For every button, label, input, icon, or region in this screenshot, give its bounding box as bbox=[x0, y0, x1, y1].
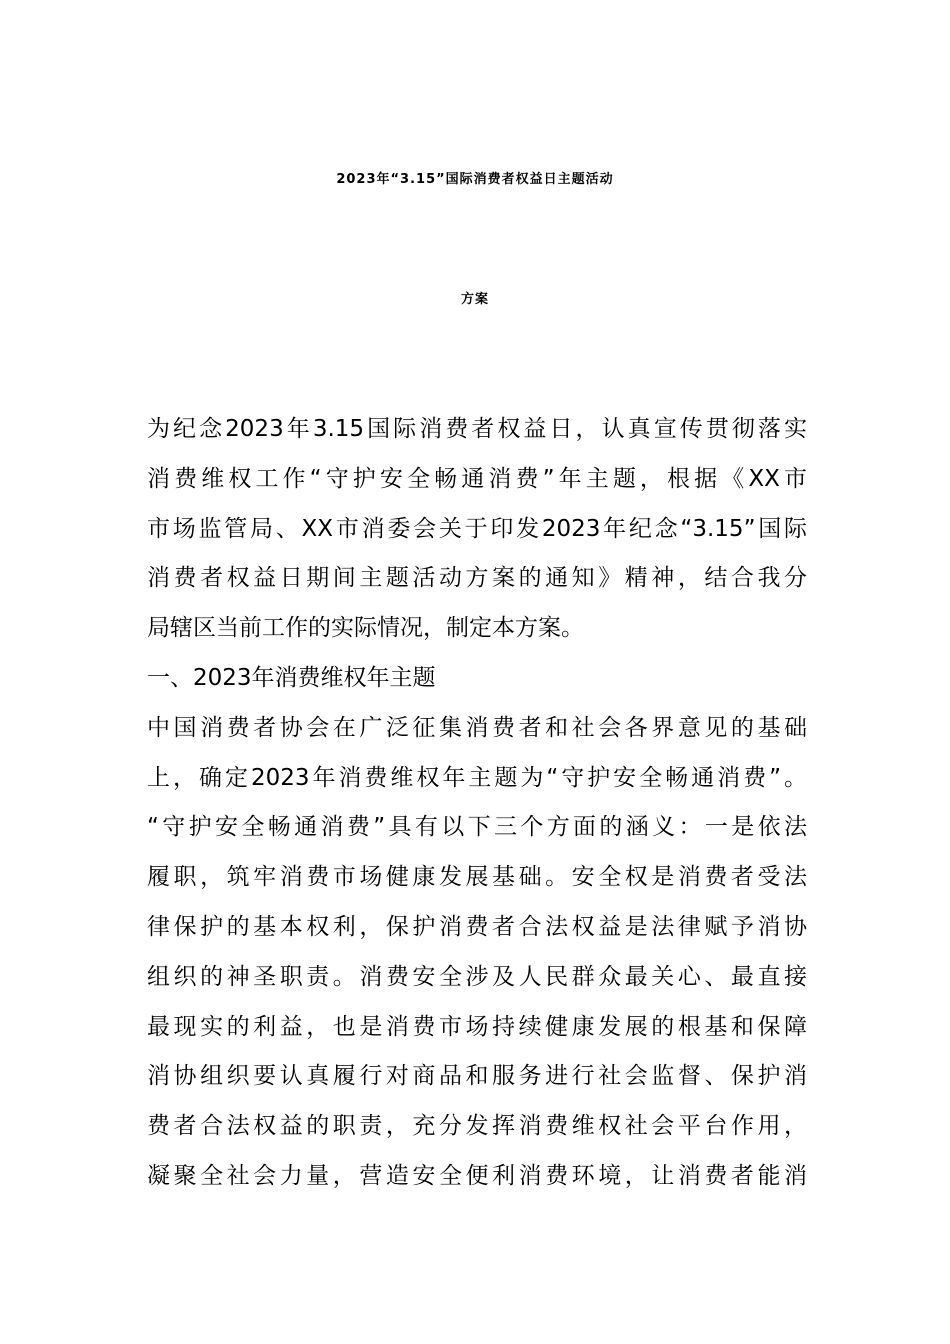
body-text-line: 一、2023年消费维权年主题 bbox=[147, 665, 436, 691]
body-text-line: 履职，筑牢消费市场健康发展基础。安全权是消费者受法 bbox=[147, 864, 807, 890]
body-text-line: 中国消费者协会在广泛征集消费者和社会各界意见的基础 bbox=[147, 715, 807, 741]
document-title-line-1: 2023年“3.15”国际消费者权益日主题活动 bbox=[336, 172, 614, 187]
body-text-line: 律保护的基本权利，保护消费者合法权益是法律赋予消协 bbox=[147, 914, 807, 940]
body-text-line: 消协组织要认真履行对商品和服务进行社会监督、保护消 bbox=[147, 1063, 807, 1089]
body-text-line: “守护安全畅通消费”具有以下三个方面的涵义：一是依法 bbox=[147, 814, 807, 840]
body-text-line: 市场监管局、XX市消委会关于印发2023年纪念“3.15”国际 bbox=[147, 516, 807, 542]
body-text-line: 上，确定2023年消费维权年主题为“守护安全畅通消费”。 bbox=[147, 765, 807, 791]
body-text-line: 凝聚全社会力量，营造安全便利消费环境，让消费者能消 bbox=[147, 1163, 807, 1189]
body-text-line: 最现实的利益，也是消费市场持续健康发展的根基和保障 bbox=[147, 1014, 807, 1040]
body-text-line: 组织的神圣职责。消费安全涉及人民群众最关心、最直接 bbox=[147, 964, 807, 990]
document-title-line-2: 方案 bbox=[460, 292, 489, 307]
body-text-line: 局辖区当前工作的实际情况，制定本方案。 bbox=[147, 615, 584, 641]
body-text-line: 消费者权益日期间主题活动方案的通知》精神，结合我分 bbox=[147, 565, 807, 591]
body-text-line: 消费维权工作“守护安全畅通消费”年主题，根据《XX市 bbox=[147, 466, 807, 492]
body-text-line: 为纪念2023年3.15国际消费者权益日，认真宣传贯彻落实 bbox=[147, 416, 807, 442]
body-text-line: 费者合法权益的职责，充分发挥消费维权社会平台作用， bbox=[147, 1113, 807, 1139]
